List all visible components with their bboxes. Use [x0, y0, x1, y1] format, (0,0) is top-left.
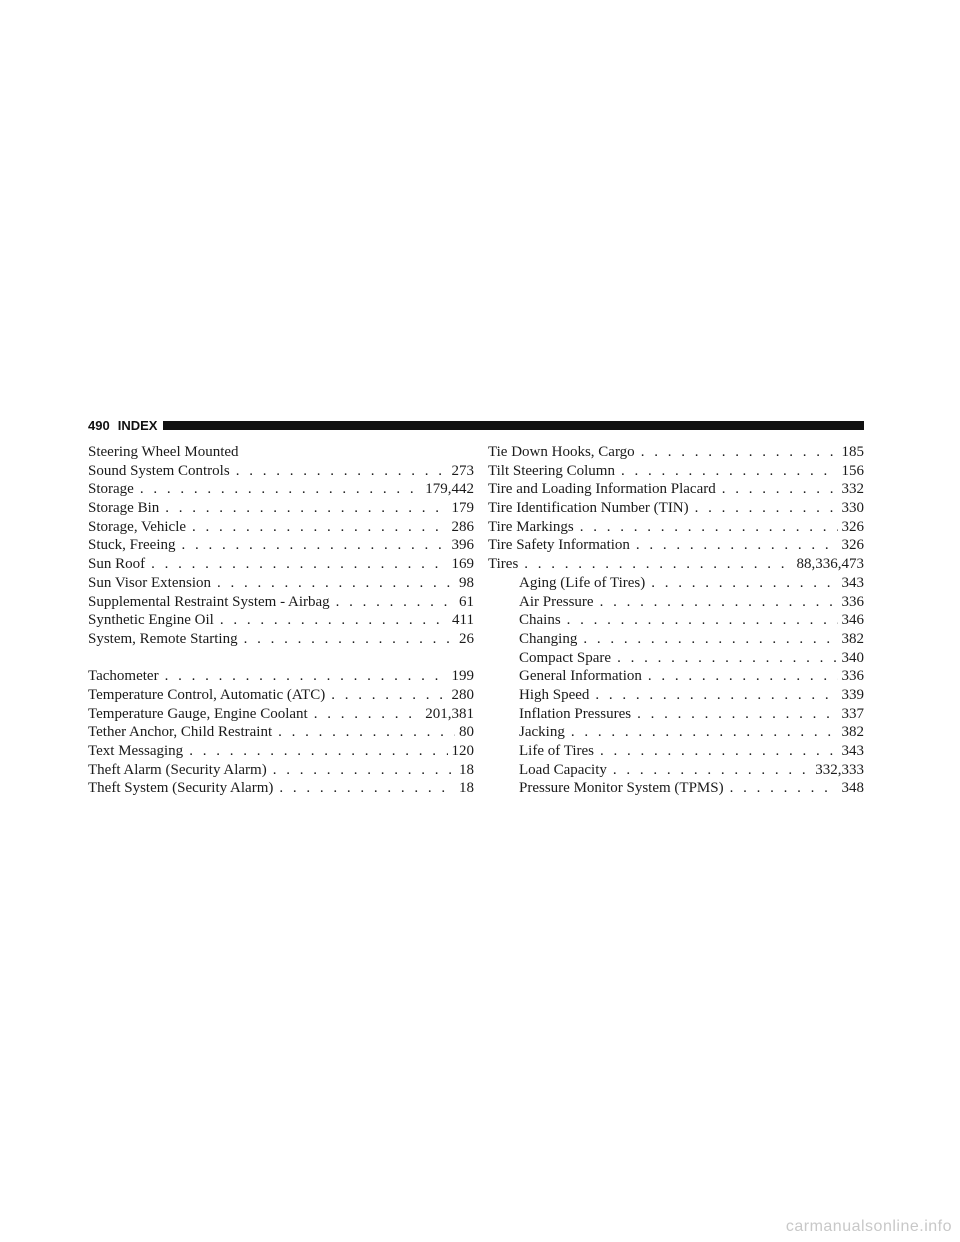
- index-entry: [88, 443, 474, 462]
- index-term: Changing: [519, 630, 578, 647]
- index-term: Supplemental Restraint System - Airbag: [88, 593, 330, 610]
- index-page-ref: 396: [451, 537, 474, 554]
- dot-leader: [730, 779, 838, 798]
- index-subentry: [488, 686, 864, 705]
- index-entry: [488, 480, 864, 499]
- index-page-ref: 80: [459, 724, 474, 741]
- index-page-ref: 339: [841, 686, 864, 703]
- dot-leader: [617, 649, 837, 668]
- index-page-ref: 346: [841, 612, 864, 629]
- index-subentry: [488, 611, 864, 630]
- index-page-ref: 337: [841, 705, 864, 722]
- dot-leader: [244, 630, 455, 649]
- index-column-right: [488, 443, 864, 798]
- index-term: Tires: [488, 556, 519, 573]
- index-entry: [88, 536, 474, 555]
- index-subentry: [488, 779, 864, 798]
- dot-leader: [641, 443, 838, 462]
- index-subentry: [488, 649, 864, 668]
- index-term: Air Pressure: [519, 593, 594, 610]
- index-page-ref: 343: [841, 743, 864, 759]
- index-term: Aging (Life of Tires): [519, 574, 646, 591]
- dot-leader: [331, 686, 447, 705]
- index-term: System, Remote Starting: [88, 630, 238, 647]
- dot-leader: [165, 667, 448, 686]
- index-page-ref: 199: [451, 668, 474, 685]
- dot-leader: [648, 667, 838, 686]
- index-entry: [488, 555, 864, 574]
- index-term: Steering Wheel Mounted: [88, 444, 239, 460]
- index-term: Jacking: [519, 724, 565, 741]
- index-entry: [88, 705, 474, 724]
- index-term: Tilt Steering Column: [488, 462, 615, 479]
- index-term: Tether Anchor, Child Restraint: [88, 724, 273, 741]
- index-term: Temperature Control, Automatic (ATC): [88, 686, 326, 703]
- index-page-ref: 286: [451, 518, 474, 535]
- dot-leader: [236, 462, 448, 481]
- index-entry: [88, 480, 474, 499]
- index-entry: [88, 499, 474, 518]
- index-term: Tire and Loading Information Placard: [488, 481, 716, 498]
- index-entry: [88, 555, 474, 574]
- dot-leader: [571, 723, 838, 742]
- index-term: Life of Tires: [519, 743, 594, 759]
- index-term: High Speed: [519, 686, 590, 703]
- dot-leader: [595, 686, 837, 705]
- index-entry: [88, 779, 474, 798]
- index-subentry: [488, 723, 864, 742]
- index-term: Pressure Monitor System (TPMS): [519, 780, 724, 797]
- watermark: carmanualsonline.info: [785, 1218, 952, 1235]
- index-page-ref: 273: [451, 462, 474, 479]
- dot-leader: [279, 779, 455, 798]
- index-term: Synthetic Engine Oil: [88, 612, 214, 629]
- dot-leader: [336, 593, 455, 612]
- dot-leader: [695, 499, 838, 518]
- index-subentry: [488, 705, 864, 724]
- index-subentry: [488, 574, 864, 593]
- dot-leader: [192, 518, 447, 537]
- index-subentry: [488, 667, 864, 686]
- index-entry: [88, 630, 474, 649]
- dot-leader: [580, 518, 838, 537]
- index-page-ref: 18: [459, 780, 474, 797]
- index-page-ref: 336: [841, 668, 864, 685]
- index-term: Text Messaging: [88, 743, 184, 759]
- dot-leader: [722, 480, 838, 499]
- index-page-ref: 179,442: [425, 481, 474, 498]
- index-page-ref: 336: [841, 593, 864, 610]
- dot-leader: [182, 536, 448, 555]
- index-subentry: [488, 742, 864, 761]
- page-header: [88, 415, 864, 435]
- dot-leader: [278, 723, 455, 742]
- index-term: Tire Markings: [488, 518, 574, 535]
- dot-leader: [140, 480, 421, 499]
- index-page-ref: 332: [841, 481, 864, 498]
- dot-leader: [613, 761, 811, 780]
- index-term: Tire Identification Number (TIN): [488, 500, 689, 517]
- index-term: Tie Down Hooks, Cargo: [488, 444, 635, 460]
- index-page-ref: 411: [452, 612, 474, 629]
- index-entry: [488, 443, 864, 462]
- index-term: Tachometer: [88, 668, 159, 685]
- dot-leader: [165, 499, 447, 518]
- index-page-ref: 201,381: [425, 705, 474, 722]
- index-term: Chains: [519, 612, 561, 629]
- index-term: Tire Safety Information: [488, 537, 630, 554]
- index-entry: [88, 611, 474, 630]
- index-term: Stuck, Freeing: [88, 537, 176, 554]
- index-subentry: [488, 761, 864, 780]
- dot-leader: [273, 761, 455, 780]
- index-entry: [488, 518, 864, 537]
- index-page-ref: 340: [841, 649, 864, 666]
- index-page-ref: 382: [841, 724, 864, 741]
- index-page-ref: 61: [459, 593, 474, 610]
- index-subentry: [488, 630, 864, 649]
- index-entry: [88, 723, 474, 742]
- index-term: Theft Alarm (Security Alarm): [88, 761, 267, 778]
- dot-leader: [151, 555, 447, 574]
- index-term: Load Capacity: [519, 761, 607, 778]
- index-page-ref: 348: [841, 780, 864, 797]
- dot-leader: [583, 630, 837, 649]
- index-entry: [88, 518, 474, 537]
- index-page-ref: 326: [841, 537, 864, 554]
- index-term: Storage Bin: [88, 500, 160, 517]
- section-title: INDEX: [117, 417, 158, 433]
- index-entry: [88, 686, 474, 705]
- index-term: Compact Spare: [519, 649, 612, 666]
- index-term: Theft System (Security Alarm): [88, 780, 274, 797]
- index-page-ref: 120: [451, 743, 474, 759]
- index-subentry: [488, 593, 864, 612]
- index-term: Sun Roof: [88, 556, 146, 573]
- index-page-ref: 332,333: [815, 761, 864, 778]
- dot-leader: [621, 462, 838, 481]
- index-term: General Information: [519, 668, 642, 685]
- index-entry: [488, 499, 864, 518]
- index-page-ref: 326: [841, 518, 864, 535]
- index-entry: [88, 667, 474, 686]
- dot-leader: [217, 574, 455, 593]
- index-entry: [88, 761, 474, 780]
- index-page-ref: 18: [459, 761, 474, 778]
- index-page-ref: 88,336,473: [796, 556, 864, 573]
- index-page-ref: 382: [841, 630, 864, 647]
- dot-leader: [220, 611, 448, 630]
- index-term: Storage: [88, 481, 134, 498]
- header-rule: [163, 421, 864, 430]
- index-page-ref: 156: [841, 462, 864, 479]
- index-entry: [88, 593, 474, 612]
- index-page-ref: 280: [451, 686, 474, 703]
- index-page-ref: 169: [451, 556, 474, 573]
- index-entry: [88, 742, 474, 761]
- index-page-ref: 330: [841, 500, 864, 517]
- dot-leader: [600, 742, 838, 761]
- index-page-ref: 343: [841, 574, 864, 591]
- index-term: Inflation Pressures: [519, 705, 632, 722]
- index-term: Sound System Controls: [88, 462, 230, 479]
- dot-leader: [524, 555, 792, 574]
- dot-leader: [600, 593, 838, 612]
- dot-leader: [314, 705, 422, 724]
- index-term: Temperature Gauge, Engine Coolant: [88, 705, 308, 722]
- index-entry: [488, 536, 864, 555]
- page-number: 490: [88, 417, 110, 433]
- dot-leader: [637, 705, 837, 724]
- dot-leader: [636, 536, 838, 555]
- index-page-ref: 26: [459, 630, 474, 647]
- dot-leader: [189, 742, 447, 761]
- section-gap: [88, 649, 474, 668]
- index-term: Sun Visor Extension: [88, 574, 211, 591]
- index-page-ref: 179: [451, 500, 474, 517]
- dot-leader: [567, 611, 838, 630]
- index-entry: [488, 462, 864, 481]
- index-column-left: [88, 443, 474, 798]
- index-page-ref: 98: [459, 574, 474, 591]
- index-term: Storage, Vehicle: [88, 518, 187, 535]
- index-entry: [88, 574, 474, 593]
- index-page-ref: 185: [841, 444, 864, 460]
- dot-leader: [651, 574, 837, 593]
- index-entry: [88, 462, 474, 481]
